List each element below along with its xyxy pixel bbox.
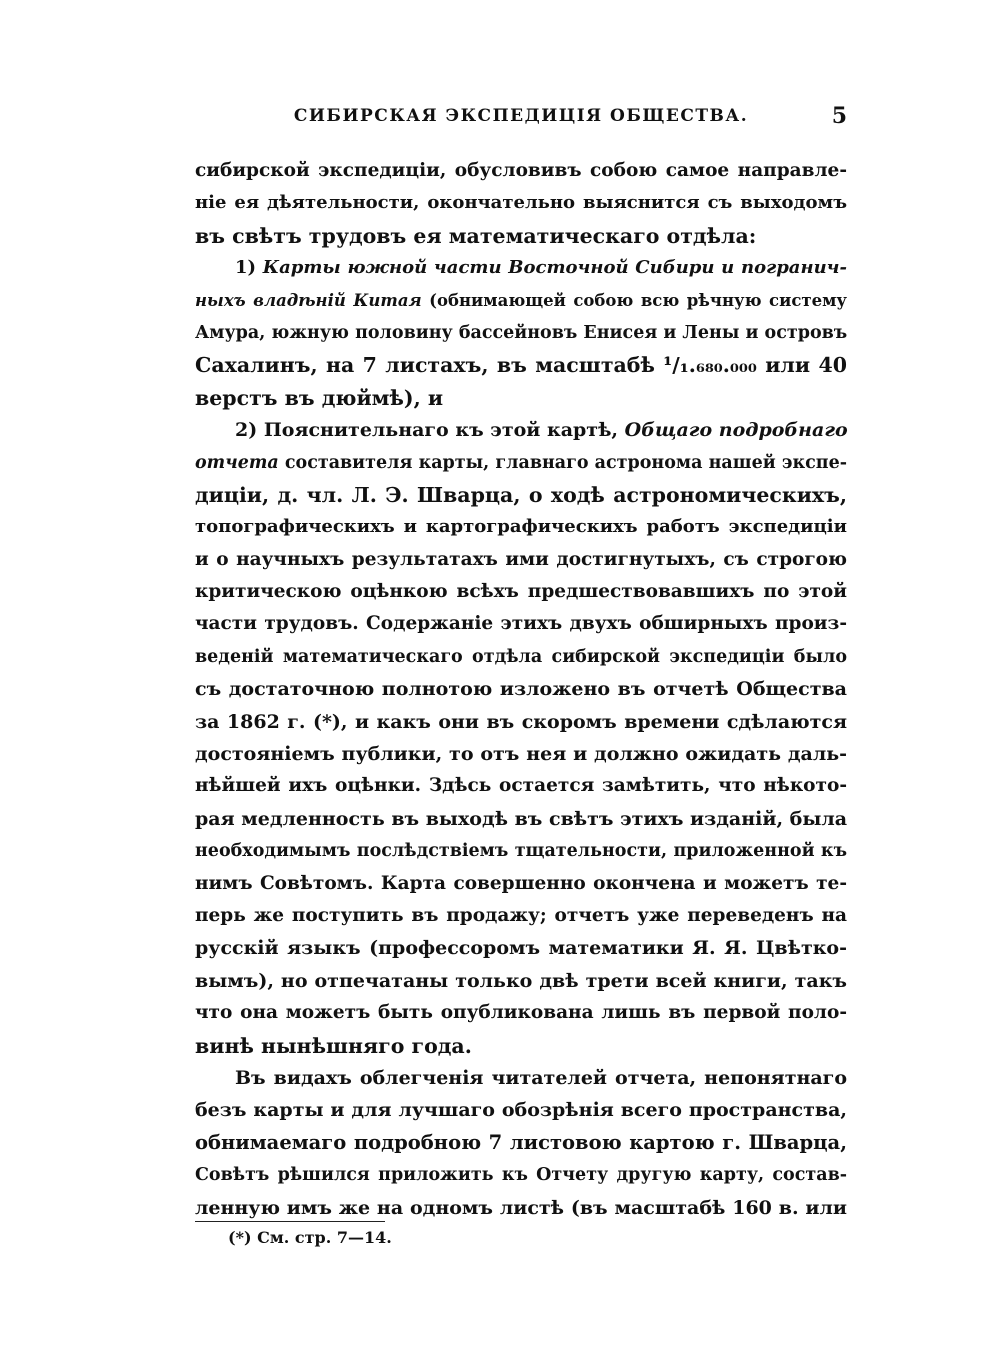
text-line: Совѣтъ рѣшился приложить къ Отчету другую карту, состав- (195, 1165, 847, 1186)
text-line: сибирской экспедиціи, обусловивъ собою самое направле- (195, 160, 847, 181)
text-line: съ достаточною полнотою изложено въ отчетѣ Общества (195, 678, 847, 701)
text-line: необходимымъ послѣдствіемъ тщательности, приложенной къ (195, 841, 847, 862)
text-line: русскій языкъ (профессоромъ математики Я. Я. Цвѣтко- (195, 937, 847, 960)
text-line: диціи, д. чл. Л. Э. Шварца, о ходѣ астрономическихъ, (195, 482, 847, 507)
italic-title-text: Карты южной части Восточной Сибири и погранич- (262, 257, 847, 279)
italic-title-text: ныхъ владѣній Китая (195, 290, 422, 310)
text-line: верстъ въ дюймѣ), и (195, 385, 444, 410)
text-line: достояніемъ публики, то отъ нея и должно ожидать даль- (195, 743, 847, 766)
text-line: критическою оцѣнкою всѣхъ предшествовавшихъ по этой (195, 581, 847, 603)
text-line: въ свѣтъ трудовъ ея математическаго отдѣла: (195, 223, 757, 248)
running-head (195, 103, 847, 136)
text-line: обнимаемаго подробною 7 листовою картою г. Шварца, (195, 1130, 847, 1154)
text-line: что она можетъ быть опубликована лишь въ первой поло- (195, 1002, 847, 1024)
text-line: части трудовъ. Содержаніе этихъ двухъ обширныхъ произ- (195, 613, 847, 635)
text-line: Сахалинъ, на 7 листахъ, въ масштабѣ ¹/₁.₆₈₀.₀₀₀ или 40 (195, 353, 847, 378)
text-line: винѣ нынѣшняго года. (195, 1033, 472, 1058)
text-run: составителя карты, главнаго астронома нашей экспе- (278, 452, 847, 473)
page-number: 5 (831, 103, 847, 129)
body-text (195, 155, 847, 1224)
text-line: за 1862 г. (*), и какъ они въ скоромъ времени сдѣлаются (195, 710, 847, 733)
text-line (195, 447, 847, 479)
text-line: нѣйшей ихъ оцѣнки. Здѣсь остается замѣтить, что нѣкото- (195, 775, 847, 797)
text-line: вымъ), но отпечатаны только двѣ трети всей книги, такъ (195, 969, 847, 992)
italic-title-text: отчета (195, 452, 279, 473)
text-line: рая медленность въ выходѣ въ свѣтъ этихъ изданій, была (195, 807, 848, 830)
footnote-divider (195, 1221, 385, 1222)
text-line (195, 414, 847, 446)
text-line: нимъ Совѣтомъ. Карта совершенно окончена и можетъ те- (195, 872, 847, 894)
text-run: 1) (235, 257, 263, 279)
text-line: Въ видахъ облегченія читателей отчета, непонятнаго (235, 1066, 847, 1089)
footnote: (*) См. стр. 7—14. (228, 1228, 392, 1247)
text-line (195, 252, 847, 284)
text-line: безъ карты и для лучшаго обозрѣнія всего пространства, (195, 1099, 847, 1122)
text-line: ніе ея дѣятельности, окончательно выяснится съ выходомъ (195, 192, 847, 214)
text-line: топографическихъ и картографическихъ работъ экспедиціи (195, 516, 847, 538)
text-line (195, 285, 847, 317)
text-line: ленную имъ же на одномъ листѣ (въ масштабѣ 160 в. или (195, 1196, 847, 1219)
running-title: СИБИРСКАЯ ЭКСПЕДИЦІЯ ОБЩЕСТВА. (293, 106, 749, 126)
text-line: веденій математическаго отдѣла сибирской экспедиціи было (195, 646, 847, 667)
text-line: и о научныхъ результатахъ ими достигнутыхъ, съ строгою (195, 548, 847, 570)
text-run: (обнимающей собою всю рѣчную систему (421, 290, 847, 310)
italic-title-text: Общаго подробнаго (624, 419, 848, 442)
text-line: перь же поступить въ продажу; отчетъ уже переведенъ на (195, 904, 847, 926)
text-line: Амура, южную половину бассейновъ Енисея и Лены и островъ (195, 322, 848, 343)
text-run: 2) Пояснительнаго къ этой картѣ, (235, 419, 625, 442)
